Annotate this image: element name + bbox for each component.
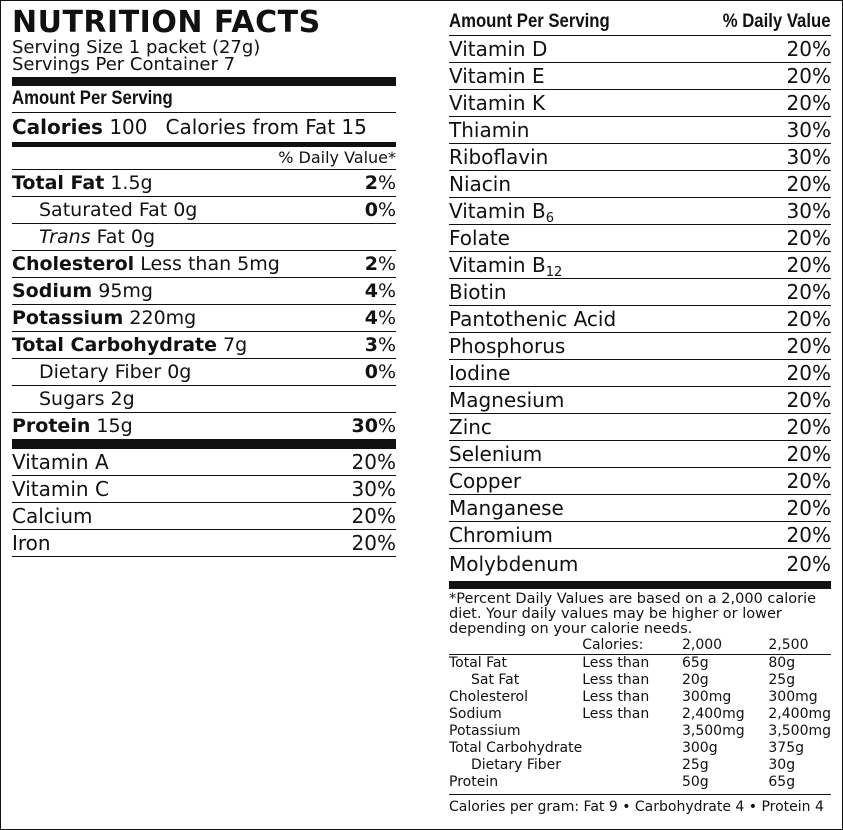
vitamin-row	[449, 360, 831, 387]
vitamin-row	[449, 36, 831, 63]
vitamin-name: Phosphorus	[449, 334, 566, 358]
nutrient-dv-group	[365, 170, 396, 196]
nutrient-name: Sodium	[12, 280, 93, 302]
vitamin-name-group	[449, 333, 565, 359]
dv-table-row	[449, 774, 831, 791]
vitamin-row	[449, 63, 831, 90]
nutrient-amount: 15g	[96, 415, 133, 437]
percent-sign: %	[377, 334, 396, 356]
amount-per-serving: Amount Per Serving	[12, 88, 173, 109]
nutrient-dv-group	[365, 251, 396, 277]
dv-table-header-cell	[449, 637, 582, 655]
dv-table-value-2000: 65g	[681, 655, 709, 671]
vitamin-dv: 20%	[786, 361, 831, 385]
nutrient-dv: 2	[364, 253, 378, 275]
dv-table-row	[449, 757, 831, 774]
vitamin-name-group	[449, 225, 510, 251]
nutrient-name-group	[12, 251, 280, 277]
vitamin-name-group	[449, 522, 553, 548]
nutrient-amount: 1.5g	[110, 172, 153, 194]
vitamin-name: Biotin	[449, 280, 507, 304]
vitamin-name: Molybdenum	[449, 552, 579, 576]
dv-table-value-2000: 300g	[681, 740, 718, 756]
vitamin-row	[12, 476, 396, 503]
nutrient-dv: 4	[364, 307, 378, 329]
nutrient-name: Potassium	[12, 307, 124, 329]
percent-sign: %	[377, 253, 396, 275]
percent-sign: %	[377, 361, 396, 383]
vitamin-dv: 20%	[786, 172, 831, 196]
nutrient-row	[12, 224, 396, 251]
vitamin-row	[449, 171, 831, 198]
vitamin-dv: 20%	[786, 415, 831, 439]
vitamin-dv: 20%	[786, 552, 831, 576]
nutrient-name: Protein	[12, 415, 91, 437]
vitamin-dv: 20%	[786, 469, 831, 493]
dv-table-row	[449, 655, 831, 673]
nutrient-name-group	[12, 305, 196, 331]
nutrient-dv: 3	[364, 334, 378, 356]
nutrient-dv-group	[365, 332, 396, 358]
vitamin-dv: 20%	[786, 442, 831, 466]
vitamin-name: Vitamin E	[449, 64, 545, 88]
nutrient-name-group	[12, 413, 133, 439]
servings-per-container: Servings Per Container 7	[12, 54, 236, 75]
vitamin-row	[449, 252, 831, 279]
vitamin-row	[449, 414, 831, 441]
vitamin-name: Iodine	[449, 361, 511, 385]
vitamin-name-group	[449, 144, 548, 170]
nutrient-row	[12, 197, 396, 224]
dv-table-row	[449, 706, 831, 723]
dv-table-nutrient: Potassium	[449, 723, 521, 739]
calories-value: 100	[109, 115, 148, 139]
vitamin-name: Selenium	[449, 442, 543, 466]
nutrient-amount: Less than 5mg	[140, 253, 280, 275]
nutrient-dv: 30	[351, 415, 378, 437]
nutrient-name-group	[12, 278, 153, 304]
vitamin-name-group	[449, 414, 492, 440]
dv-table-value-2000: 25g	[681, 757, 709, 773]
nutrient-dv: 2	[364, 172, 378, 194]
nutrient-row	[12, 332, 396, 359]
percent-sign: %	[377, 172, 396, 194]
vitamin-row	[449, 441, 831, 468]
dv-table-nutrient: Total Carbohydrate	[449, 740, 583, 756]
daily-value-table	[449, 637, 831, 791]
vitamin-name: Folate	[449, 226, 510, 250]
vitamin-name: Vitamin B	[449, 199, 546, 223]
nutrient-name-group	[12, 224, 155, 250]
vitamin-dv: 20%	[786, 307, 831, 331]
vitamin-name-group	[449, 36, 547, 62]
calories-row	[12, 113, 396, 147]
vitamin-name: Calcium	[12, 504, 93, 528]
label-title: NUTRITION FACTS	[12, 5, 321, 40]
daily-value-header: % Daily Value*	[12, 147, 396, 170]
vitamin-row	[449, 306, 831, 333]
dv-table-qualifier	[582, 757, 682, 774]
vitamin-name: Manganese	[449, 496, 564, 520]
vitamin-row	[449, 198, 831, 225]
vitamin-row	[449, 117, 831, 144]
vitamin-name-group	[449, 306, 616, 332]
nutrient-name: Total Carbohydrate	[12, 334, 217, 356]
dv-table-header-cell: Calories:	[582, 637, 682, 655]
vitamin-name: Pantothenic Acid	[449, 307, 617, 331]
nutrient-amount: Fat 0g	[96, 226, 156, 248]
vitamin-dv: 20%	[351, 531, 396, 555]
dv-table-row	[449, 740, 831, 757]
right-column	[449, 9, 831, 815]
vitamin-name: Vitamin K	[449, 91, 546, 115]
dv-table-qualifier: Less than	[582, 672, 650, 688]
footnote: *Percent Daily Values are based on a 2,000 calorie diet. Your daily values may be higher or lower depending on your calorie needs.	[449, 591, 817, 637]
nutrient-name: Saturated Fat 0g	[39, 199, 198, 221]
nutrient-dv-group	[365, 197, 396, 223]
nutrient-dv-group	[365, 305, 396, 331]
vitamin-name-group	[449, 117, 529, 143]
dv-table-row	[449, 689, 831, 706]
vitamin-name: Zinc	[449, 415, 492, 439]
dv-table-value-2500: 30g	[768, 757, 796, 773]
percent-sign: %	[377, 415, 396, 437]
nutrient-dv: 0	[364, 361, 378, 383]
vitamin-name-group	[449, 495, 564, 521]
dv-table-value-2500: 25g	[768, 672, 796, 688]
vitamin-name: Vitamin D	[449, 37, 548, 61]
nutrient-name: Total Fat	[12, 172, 105, 194]
percent-sign: %	[377, 307, 396, 329]
nutrient-amount: 7g	[223, 334, 248, 356]
dv-table-header-cell: 2,000	[682, 637, 768, 655]
nutrient-row	[12, 278, 396, 305]
dv-table-nutrient: Sat Fat	[471, 672, 520, 688]
vitamin-row	[449, 468, 831, 495]
dv-table-value-2500: 65g	[768, 774, 796, 790]
dv-table-value-2500: 375g	[768, 740, 804, 756]
vitamin-row	[449, 333, 831, 360]
nutrient-name: Cholesterol	[12, 253, 135, 275]
vitamin-row	[449, 522, 831, 549]
vitamin-name-group	[449, 387, 564, 413]
nutrient-row	[12, 170, 396, 197]
dv-table-qualifier	[582, 774, 682, 791]
vitamin-name-group	[449, 279, 507, 305]
vitamin-row	[449, 549, 831, 579]
vitamin-name: Vitamin B	[449, 253, 546, 277]
dv-table-value-2000: 3,500mg	[681, 723, 745, 739]
vitamin-name-group	[449, 468, 521, 494]
vitamin-name-group	[449, 63, 545, 89]
vitamin-row	[449, 279, 831, 306]
nutrient-dv-group	[365, 278, 396, 304]
vitamin-dv: 20%	[786, 496, 831, 520]
vitamin-dv: 30%	[786, 199, 831, 223]
nutrient-row	[12, 359, 396, 386]
vitamin-name: Copper	[449, 469, 522, 493]
nutrient-dv: 0	[364, 199, 378, 221]
vitamin-name-group	[449, 90, 545, 116]
vitamin-name-group	[449, 252, 562, 278]
dv-table-nutrient: Dietary Fiber	[471, 757, 562, 773]
thick-divider	[12, 439, 396, 449]
dv-table-qualifier: Less than	[582, 689, 650, 705]
vitamin-dv: 20%	[351, 450, 396, 474]
calories-label: Calories	[12, 115, 103, 139]
dv-table-header-cell: 2,500	[768, 637, 831, 655]
nutrient-amount: 220mg	[129, 307, 197, 329]
vitamin-name: Vitamin C	[12, 477, 109, 501]
nutrient-row	[12, 251, 396, 278]
nutrient-dv: 4	[364, 280, 378, 302]
calories-from-fat: Calories from Fat 15	[165, 115, 367, 139]
vitamin-dv: 30%	[351, 477, 396, 501]
dv-table-nutrient: Sodium	[449, 706, 502, 722]
right-dv-header: % Daily Value	[723, 11, 831, 32]
vitamin-name: Iron	[12, 531, 51, 555]
vitamin-name: Chromium	[449, 523, 553, 547]
nutrient-name: Sugars 2g	[39, 388, 135, 410]
nutrient-amount: 95mg	[98, 280, 153, 302]
dv-table-value-2500: 2,400mg	[768, 706, 831, 722]
dv-table-row	[449, 672, 831, 689]
vitamin-name: Magnesium	[449, 388, 565, 412]
nutrient-name: Dietary Fiber 0g	[39, 361, 192, 383]
nutrient-dv-group	[351, 413, 396, 439]
vitamin-dv: 20%	[786, 253, 831, 277]
dv-table-value-2500: 3,500mg	[768, 723, 831, 739]
dv-table-qualifier: Less than	[582, 706, 650, 722]
vitamin-dv: 30%	[786, 118, 831, 142]
vitamin-dv: 30%	[786, 145, 831, 169]
vitamin-name: Niacin	[449, 172, 512, 196]
thick-divider	[12, 77, 396, 86]
vitamin-row	[12, 503, 396, 530]
vitamin-row	[12, 530, 396, 557]
vitamin-subscript: 12	[545, 265, 563, 280]
vitamin-row	[449, 90, 831, 117]
vitamin-name-group	[449, 198, 554, 224]
dv-table-value-2000: 2,400mg	[681, 706, 745, 722]
dv-table-value-2000: 300mg	[681, 689, 732, 705]
vitamin-row	[12, 449, 396, 476]
dv-table-nutrient: Protein	[449, 774, 499, 790]
nutrient-dv-group	[365, 359, 396, 385]
percent-sign: %	[377, 199, 396, 221]
nutrient-name-group	[12, 332, 247, 358]
vitamin-subscript: 6	[545, 211, 554, 226]
left-column	[12, 7, 396, 557]
dv-table-value-2500: 300mg	[768, 689, 818, 705]
right-vitamin-list	[449, 36, 831, 579]
nutrient-name-group	[12, 386, 135, 412]
vitamin-name: Thiamin	[449, 118, 530, 142]
vitamin-name: Vitamin A	[12, 450, 109, 474]
dv-table-nutrient: Total Fat	[449, 655, 507, 671]
vitamin-name: Riboflavin	[449, 145, 549, 169]
vitamin-dv: 20%	[351, 504, 396, 528]
vitamin-dv: 20%	[786, 334, 831, 358]
dv-table-value-2500: 80g	[768, 655, 796, 671]
left-vitamin-list	[12, 449, 396, 557]
dv-table-row	[449, 723, 831, 740]
right-header	[449, 9, 831, 36]
nutrient-row	[12, 305, 396, 332]
dv-table-value-2000: 20g	[681, 672, 709, 688]
right-amount-header: Amount Per Serving	[449, 11, 610, 32]
vitamin-dv: 20%	[786, 37, 831, 61]
dv-table-value-2000: 50g	[681, 774, 709, 790]
vitamin-dv: 20%	[786, 523, 831, 547]
vitamin-name-group	[449, 171, 511, 197]
vitamin-dv: 20%	[786, 388, 831, 412]
nutrient-name-group	[12, 197, 197, 223]
dv-table-qualifier	[582, 740, 682, 757]
nutrient-row	[12, 386, 396, 413]
dv-table-qualifier	[582, 723, 682, 740]
vitamin-row	[449, 225, 831, 252]
dv-table-header	[449, 637, 831, 655]
vitamin-dv: 20%	[786, 280, 831, 304]
vitamin-dv: 20%	[786, 91, 831, 115]
vitamin-dv: 20%	[786, 226, 831, 250]
vitamin-name-group	[449, 441, 542, 467]
calories-per-gram: Calories per gram: Fat 9 • Carbohydrate 4 • Protein 4	[449, 794, 831, 815]
vitamin-row	[449, 495, 831, 522]
dv-table-qualifier: Less than	[582, 655, 650, 671]
nutrient-name: Trans	[39, 226, 91, 248]
dv-table-nutrient: Cholesterol	[449, 689, 529, 705]
nutrient-row	[12, 413, 396, 439]
vitamin-dv: 20%	[786, 64, 831, 88]
percent-sign: %	[377, 280, 396, 302]
nutrient-name-group	[12, 170, 153, 196]
nutrient-name-group	[12, 359, 191, 385]
thick-divider	[449, 581, 831, 589]
vitamin-row	[449, 144, 831, 171]
serving-size: Serving Size 1 packet (27g)	[12, 37, 261, 58]
nutrient-list	[12, 170, 396, 439]
vitamin-name-group	[449, 549, 578, 579]
vitamin-name-group	[449, 360, 510, 386]
vitamin-row	[449, 387, 831, 414]
